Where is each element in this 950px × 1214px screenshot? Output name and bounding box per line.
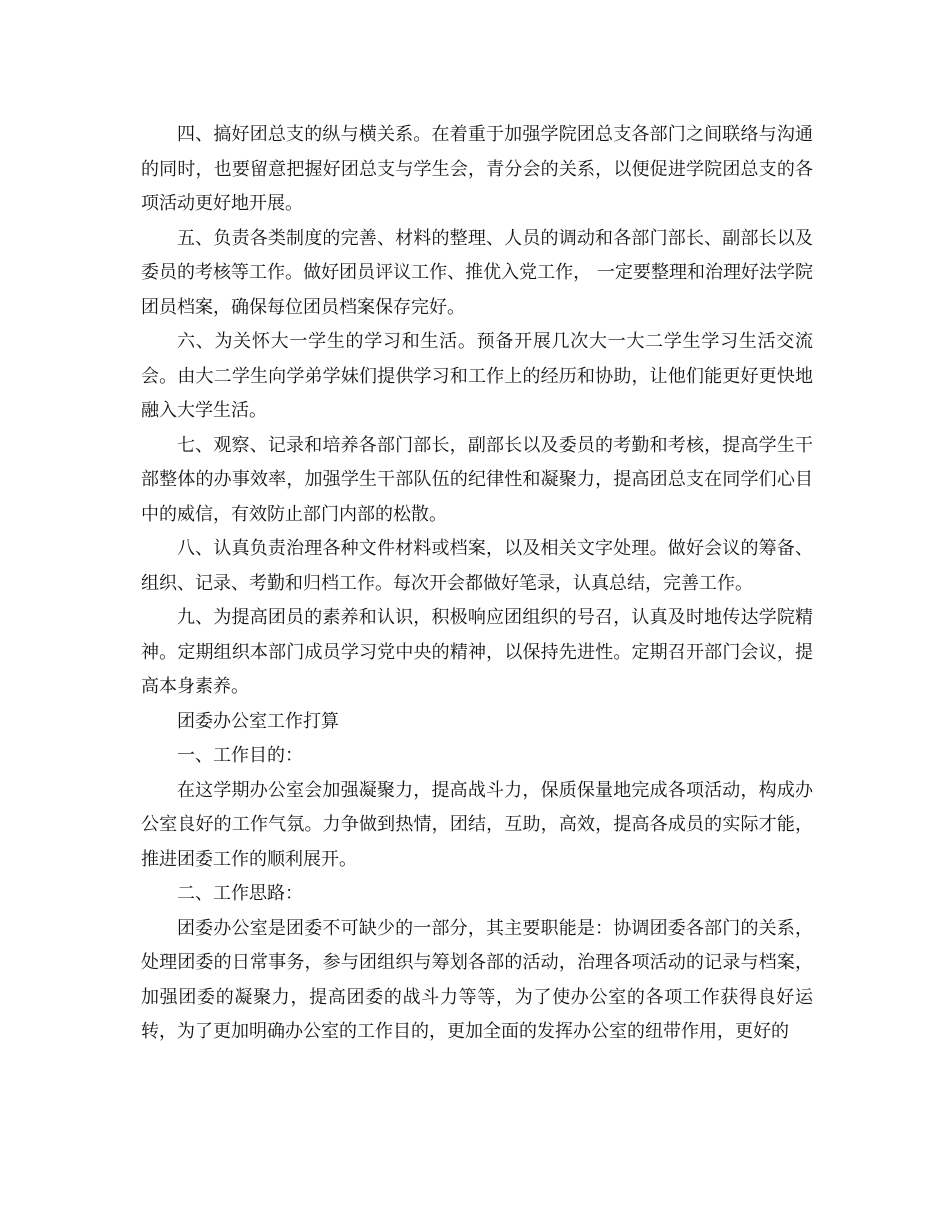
- paragraph-4-relations: 四、搞好团总支的纵与横关系。在着重于加强学院团总支各部门之间联络与沟通的同时，也要留意把握好团总支与学生会，青分会的关系，以便促进学院团总支的各项活动更好地开展。: [141, 124, 813, 214]
- subheading-work-goal: 一、工作目的：: [177, 745, 303, 766]
- paragraph-5-system: 五、负责各类制度的完善、材料的整理、人员的调动和各部门部长、副部长以及委员的考核等工作。做好团员评议工作、推优入党工作， 一定要整理和治理好法学院团员档案，确保每位团员档案保存完好。: [141, 227, 813, 318]
- paragraph-9-quality: 九、为提高团员的素养和认识，积极响应团组织的号召，认真及时地传达学院精神。定期组织本部门成员学习党中央的精神，以保持先进性。定期召开部门会议，提高本身素养。: [141, 607, 813, 697]
- paragraph-6-freshmen: 六、为关怀大一学生的学习和生活。预备开展几次大一大二学生学习生活交流会。由大二学生向学弟学妹们提供学习和工作上的经历和协助，让他们能更好更快地融入大学生活。: [141, 331, 813, 421]
- section-heading-office-plan: 团委办公室工作打算: [177, 710, 339, 732]
- subheading-work-approach: 二、工作思路：: [177, 883, 303, 904]
- paragraph-work-goal: 在这学期办公室会加强凝聚力，提高战斗力，保质保量地完成各项活动，构成办公室良好的工作气氛。力争做到热情，团结，互助，高效，提高各成员的实际才能，推进团委工作的顺利展开。: [141, 779, 813, 870]
- paragraph-work-approach: 团委办公室是团委不可缺少的一部分，其主要职能是：协调团委各部门的关系，处理团委的日常事务，参与团组织与筹划各部的活动，治理各项活动的记录与档案，加强团委的凝聚力，提高团委的战斗力等等，为了使办公室的各项工作获得良好运转，为了更加明确办公室的工作目的，更加全面的发挥办公室的纽带作用，更好的: [141, 917, 813, 1042]
- paragraph-8-archives: 八、认真负责治理各种文件材料或档案，以及相关文字处理。做好会议的筹备、组织、记录、考勤和归档工作。每次开会都做好笔录，认真总结，完善工作。: [141, 538, 813, 594]
- document-body: [141, 118, 813, 1050]
- paragraph-7-assessment: 七、观察、记录和培养各部门部长，副部长以及委员的考勤和考核，提高学生干部整体的办事效率，加强学生干部队伍的纪律性和凝聚力，提高团总支在同学们心目中的威信，有效防止部门内部的松散。: [141, 434, 813, 525]
